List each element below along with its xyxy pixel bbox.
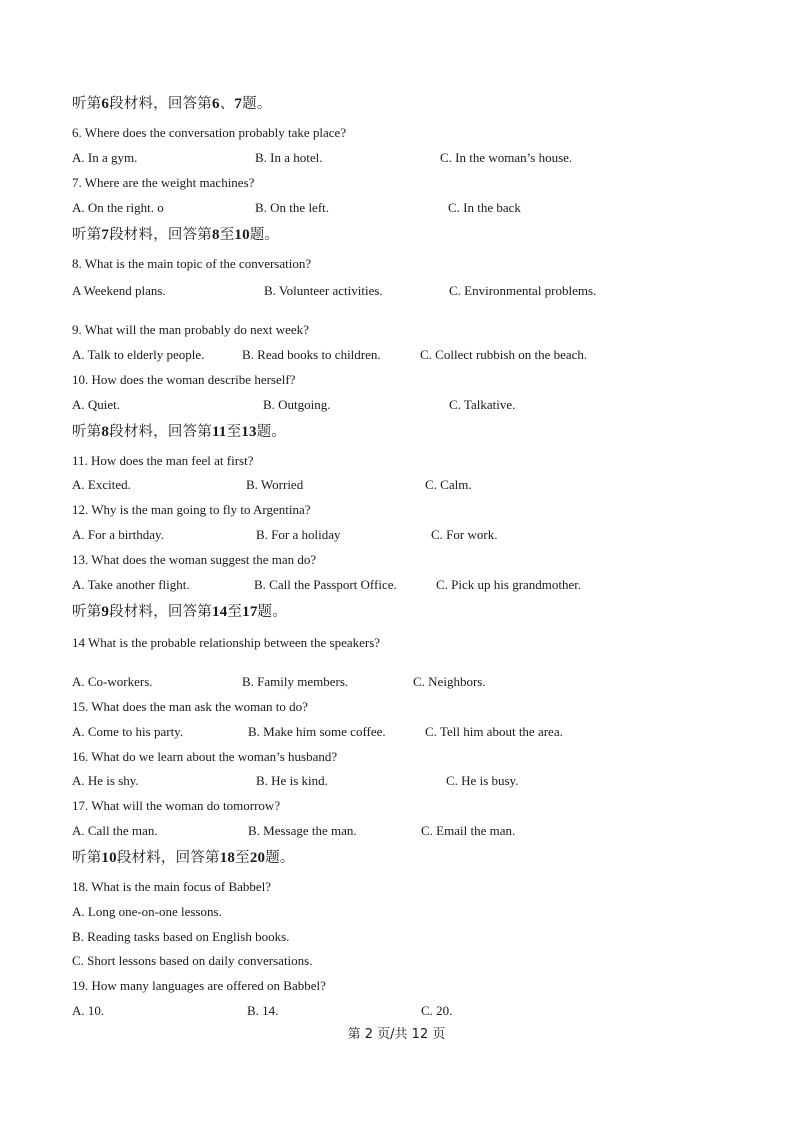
option-b: B. For a holiday	[256, 527, 341, 542]
options-14	[72, 674, 772, 690]
option-b: B. Make him some coffee.	[248, 724, 386, 739]
section-heading-6: 听第6段材料，回答第6、7题。	[72, 96, 272, 112]
page-footer: 第 2 页/共 12 页	[347, 1027, 446, 1042]
option-c: C. He is busy.	[446, 773, 519, 788]
option-b: B. On the left.	[255, 200, 330, 215]
option-a: A Weekend plans.	[72, 283, 166, 298]
option-c: C. Talkative.	[449, 397, 516, 412]
option-a: A. Talk to elderly people.	[72, 347, 205, 362]
option-a: A. In a gym.	[72, 150, 138, 165]
option-b: B. Volunteer activities.	[264, 283, 383, 298]
question-16: 16. What do we learn about the woman’s husband?	[72, 749, 338, 764]
option-a: A. Co-workers.	[72, 674, 153, 689]
question-17: 17. What will the woman do tomorrow?	[72, 798, 281, 813]
option-a: A. Call the man.	[72, 823, 158, 838]
option-c: C. Tell him about the area.	[425, 724, 563, 739]
question-15: 15. What does the man ask the woman to do?	[72, 699, 308, 714]
option-c: C. Collect rubbish on the beach.	[420, 347, 588, 362]
option-c: C. In the back	[448, 200, 521, 215]
option-c: C. In the woman’s house.	[440, 150, 573, 165]
option-c: C. Environmental problems.	[449, 283, 597, 298]
option-c: C. Short lessons based on daily conversations.	[72, 953, 313, 968]
option-a: A. Long one-on-one lessons.	[72, 904, 222, 919]
options-9	[72, 347, 772, 363]
options-17	[72, 823, 772, 839]
option-c: C. Pick up his grandmother.	[436, 577, 582, 592]
option-c: C. For work.	[431, 527, 498, 542]
option-a: A. 10.	[72, 1003, 105, 1018]
question-13: 13. What does the woman suggest the man do?	[72, 552, 317, 567]
option-a: A. He is shy.	[72, 773, 139, 788]
section-heading-7: 听第7段材料，回答第8至10题。	[72, 227, 280, 243]
question-10: 10. How does the woman describe herself?	[72, 372, 296, 387]
question-12: 12. Why is the man going to fly to Argentina?	[72, 502, 311, 517]
option-b: B. Call the Passport Office.	[254, 577, 397, 592]
question-8: 8. What is the main topic of the conversation?	[72, 256, 312, 271]
option-c: C. Email the man.	[421, 823, 516, 838]
options-7	[72, 200, 772, 216]
options-15	[72, 724, 772, 740]
options-10	[72, 397, 772, 413]
option-b: B. Message the man.	[248, 823, 357, 838]
option-a: A. Excited.	[72, 477, 131, 492]
options-13	[72, 577, 772, 593]
option-b: B. Family members.	[242, 674, 349, 689]
option-a: A. Quiet.	[72, 397, 121, 412]
question-18: 18. What is the main focus of Babbel?	[72, 879, 272, 894]
options-6	[72, 150, 772, 166]
question-11: 11. How does the man feel at first?	[72, 453, 254, 468]
options-19	[72, 1003, 772, 1019]
option-c: C. 20.	[421, 1003, 453, 1018]
option-b: B. In a hotel.	[255, 150, 323, 165]
option-a: A. On the right. o	[72, 200, 164, 215]
option-a: A. Take another flight.	[72, 577, 190, 592]
options-16	[72, 773, 772, 789]
section-heading-8: 听第8段材料，回答第11至13题。	[72, 424, 287, 440]
option-c: C. Calm.	[425, 477, 472, 492]
question-19: 19. How many languages are offered on Babbel?	[72, 978, 326, 993]
options-8	[72, 283, 772, 299]
option-b: B. Outgoing.	[263, 397, 331, 412]
section-heading-9: 听第9段材料，回答第14至17题。	[72, 604, 287, 620]
option-b: B. Read books to children.	[242, 347, 381, 362]
section-heading-10: 听第10段材料，回答第18至20题。	[72, 850, 295, 866]
option-b: B. 14.	[247, 1003, 279, 1018]
option-a: A. Come to his party.	[72, 724, 184, 739]
question-9: 9. What will the man probably do next week?	[72, 322, 309, 337]
question-6: 6. Where does the conversation probably take place?	[72, 125, 347, 140]
options-11	[72, 477, 772, 493]
options-12	[72, 527, 772, 543]
option-b: B. He is kind.	[256, 773, 328, 788]
option-a: A. For a birthday.	[72, 527, 164, 542]
option-b: B. Reading tasks based on English books.	[72, 929, 290, 944]
question-7: 7. Where are the weight machines?	[72, 175, 255, 190]
option-c: C. Neighbors.	[413, 674, 486, 689]
option-b: B. Worried	[246, 477, 304, 492]
question-14: 14 What is the probable relationship between the speakers?	[72, 635, 381, 650]
